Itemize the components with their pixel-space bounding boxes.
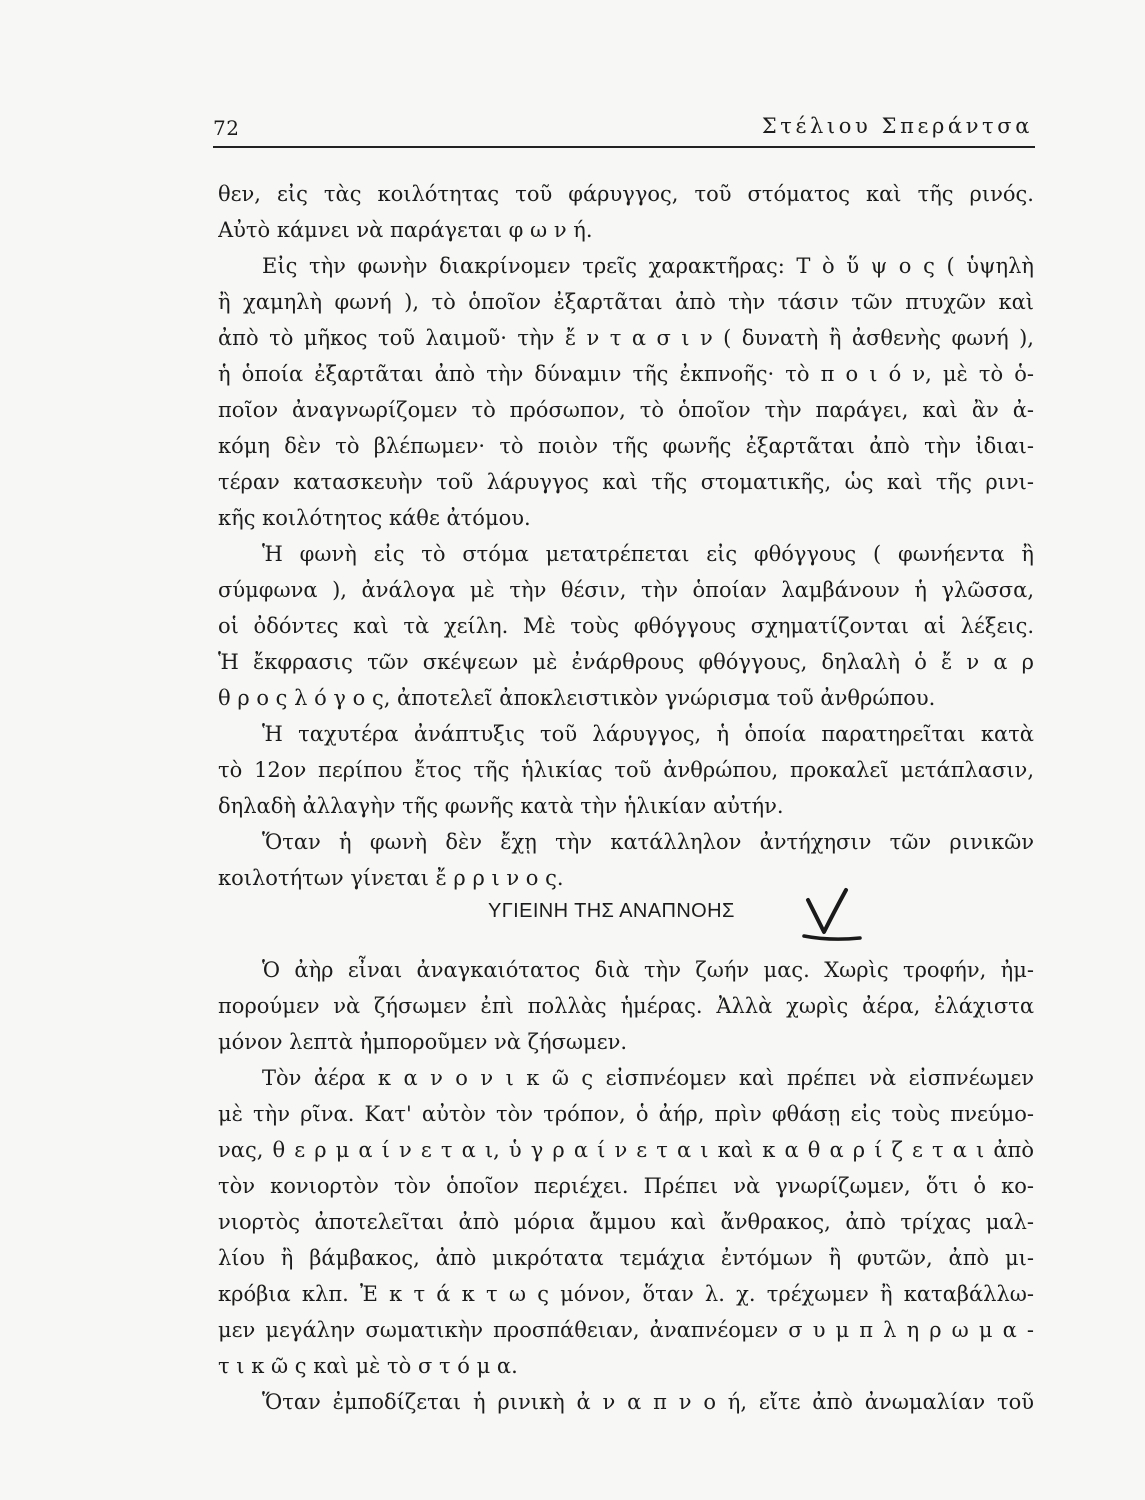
text-line: ἢ χαμηλὴ φωνή ), τὸ ὁποῖον ἐξαρτᾶται ἀπὸ τὴν τάσιν τῶν πτυχῶν καὶ [218,290,1034,314]
text-line: ποῖον ἀναγνωρίζομεν τὸ πρόσωπον, τὸ ὁποῖον τὴν παράγει, καὶ ἂν ἀ- [218,398,1034,422]
text-line: Εἰς τὴν φωνὴν διακρίνομεν τρεῖς χαρακτῆρας: Τ ὸ ὕ ψ ο ς ( ὑψηλὴ [262,254,1034,278]
text-line: δηλαδὴ ἀλλαγὴν τῆς φωνῆς κατὰ τὴν ἡλικίαν αὐτήν. [218,794,784,818]
text-line: Αὐτὸ κάμνει νὰ παράγεται φ ω ν ή. [218,218,593,242]
text-line: Ὅταν ἐμποδίζεται ἡ ρινικὴ ἀ ν α π ν ο ή, εἴτε ἀπὸ ἀνωμαλίαν τοῦ [262,1390,1034,1414]
text-line: τέραν κατασκευὴν τοῦ λάρυγγος καὶ τῆς στοματικῆς, ὡς καὶ τῆς ρινι- [218,470,1034,494]
text-line: τὸ 12ον περίπου ἔτος τῆς ἡλικίας τοῦ ἀνθρώπου, προκαλεῖ μετάπλασιν, [218,758,1034,782]
text-line: κοιλοτήτων γίνεται ἔ ρ ρ ι ν ο ς. [218,866,564,890]
text-line: Τὸν ἀέρα κ α ν ο ν ι κ ῶ ς εἰσπνέομεν καὶ πρέπει νὰ εἰσπνέωμεν [262,1066,1034,1090]
text-line: μεν μεγάλην σωματικὴν προσπάθειαν, ἀναπνέομεν σ υ μ π λ η ρ ω μ α - [218,1318,1034,1342]
text-line: θ ρ ο ς λ ό γ ο ς, ἀποτελεῖ ἀποκλειστικὸν γνώρισμα τοῦ ἀνθρώπου. [218,686,936,710]
text-line: τὸν κονιορτὸν τὸν ὁποῖον περιέχει. Πρέπει νὰ γνωρίζωμεν, ὅτι ὁ κο- [218,1174,1034,1198]
text-line: νιορτὸς ἀποτελεῖται ἀπὸ μόρια ἄμμου καὶ ἄνθρακος, ἀπὸ τρίχας μαλ- [218,1210,1034,1234]
text-line: κόμη δὲν τὸ βλέπωμεν· τὸ ποιὸν τῆς φωνῆς ἐξαρτᾶται ἀπὸ τὴν ἰδιαι- [218,434,1034,458]
text-line: νας, θ ε ρ μ α ί ν ε τ α ι, ὑ γ ρ α ί ν ε τ α ι καὶ κ α θ α ρ ί ζ ε τ α ι ἀπὸ [218,1138,1034,1162]
body-text-section-2 [218,952,1034,1420]
text-line: Ὅταν ἡ φωνὴ δὲν ἔχῃ τὴν κατάλληλον ἀντήχησιν τῶν ρινικῶν [262,830,1034,854]
text-line: μόνον λεπτὰ ἠμποροῦμεν νὰ ζήσωμεν. [218,1030,628,1054]
page-header [213,108,1035,148]
text-line: κρόβια κλπ. Ἐ κ τ ά κ τ ω ς μόνον, ὅταν λ. χ. τρέχωμεν ἢ καταβάλλω- [218,1282,1034,1306]
text-line: Ὁ ἀὴρ εἶναι ἀναγκαιότατος διὰ τὴν ζωήν μας. Χωρὶς τροφήν, ἠμ- [262,958,1034,982]
text-line: ἀπὸ τὸ μῆκος τοῦ λαιμοῦ· τὴν ἔ ν τ α σ ι ν ( δυνατὴ ἢ ἀσθενὴς φωνή ), [218,326,1034,350]
text-line: Ἡ φωνὴ εἰς τὸ στόμα μετατρέπεται εἰς φθόγγους ( φωνήεντα ἢ [262,542,1034,566]
body-text-section-1 [218,176,1034,896]
section-heading: ΥΓΙΕΙΝΗ ΤΗΣ ΑΝΑΠΝΟΗΣ [488,900,735,922]
handwritten-check-mark-icon [802,886,862,944]
running-head: Στέλιου Σπεράντσα [761,114,1033,138]
header-rule [213,146,1035,148]
text-line: κῆς κοιλότητος κάθε ἀτόμου. [218,506,531,530]
text-line: Ἡ ταχυτέρα ἀνάπτυξις τοῦ λάρυγγος, ἡ ὁποία παρατηρεῖται κατὰ [262,722,1034,746]
text-line: οἱ ὀδόντες καὶ τὰ χείλη. Μὲ τοὺς φθόγγους σχηματίζονται αἱ λέξεις. [218,614,1034,638]
text-line: τ ι κ ῶ ς καὶ μὲ τὸ σ τ ό μ α. [218,1354,518,1378]
text-line: ἡ ὁποία ἐξαρτᾶται ἀπὸ τὴν δύναμιν τῆς ἐκπνοῆς· τὸ π ο ι ό ν, μὲ τὸ ὁ- [218,362,1034,386]
section-heading-row [218,882,1034,946]
text-line: σύμφωνα ), ἀνάλογα μὲ τὴν θέσιν, τὴν ὁποίαν λαμβάνουν ἡ γλῶσσα, [218,578,1034,602]
page-number: 72 [213,116,240,140]
text-line: λίου ἢ βάμβακος, ἀπὸ μικρότατα τεμάχια ἐντόμων ἢ φυτῶν, ἀπὸ μι- [218,1246,1034,1270]
text-line: Ἡ ἔκφρασις τῶν σκέψεων μὲ ἐνάρθρους φθόγγους, δηλαλὴ ὁ ἔ ν α ρ [218,650,1034,674]
text-line: μὲ τὴν ρῖνα. Κατ' αὐτὸν τὸν τρόπον, ὁ ἀήρ, πρὶν φθάσῃ εἰς τοὺς πνεύμο- [218,1102,1034,1126]
text-line: πορούμεν νὰ ζήσωμεν ἐπὶ πολλὰς ἡμέρας. Ἀλλὰ χωρὶς ἀέρα, ἐλάχιστα [218,994,1034,1018]
text-line: θεν, εἰς τὰς κοιλότητας τοῦ φάρυγγος, τοῦ στόματος καὶ τῆς ρινός. [218,182,1034,206]
